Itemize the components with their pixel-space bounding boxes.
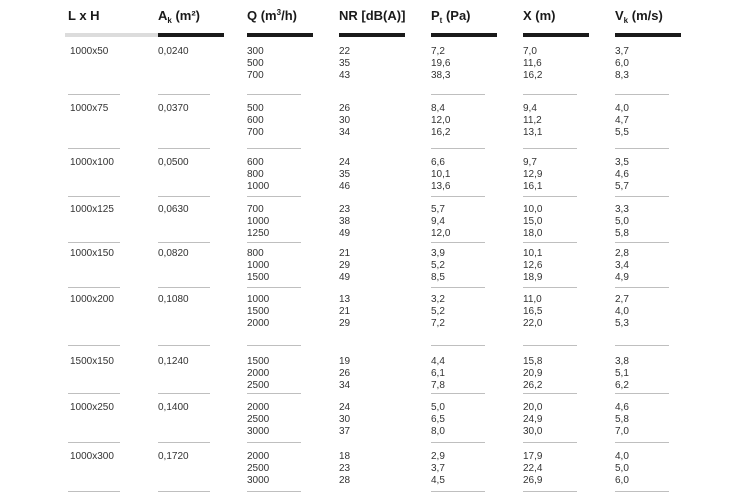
nr-cell: 23 <box>339 463 351 474</box>
pt-cell: 12,0 <box>431 228 451 239</box>
q-cell: 600 <box>247 157 264 168</box>
row-separator <box>431 196 485 197</box>
row-separator <box>523 442 577 443</box>
row-separator <box>68 94 120 95</box>
nr-cell: 35 <box>339 169 351 180</box>
row-separator <box>523 94 577 95</box>
q-cell: 2000 <box>247 451 270 462</box>
row-separator <box>615 287 669 288</box>
pt-cell: 6,5 <box>431 414 445 425</box>
pt-cell: 7,2 <box>431 46 445 57</box>
q-cell: 1250 <box>247 228 270 239</box>
row-separator <box>523 345 577 346</box>
nr-cell: 30 <box>339 414 351 425</box>
row-separator <box>523 196 577 197</box>
nr-cell: 37 <box>339 426 351 437</box>
size-cell: 1000x300 <box>70 451 114 462</box>
pt-cell: 5,2 <box>431 306 445 317</box>
nr-cell: 18 <box>339 451 351 462</box>
x-cell: 16,1 <box>523 181 543 192</box>
row-separator <box>615 242 669 243</box>
header-bar <box>158 33 224 37</box>
x-cell: 13,1 <box>523 127 543 138</box>
row-separator <box>615 491 669 492</box>
pt-cell: 5,7 <box>431 204 445 215</box>
q-cell: 2500 <box>247 380 270 391</box>
row-separator <box>523 148 577 149</box>
row-separator <box>247 148 301 149</box>
row-separator <box>431 345 485 346</box>
nr-cell: 29 <box>339 260 351 271</box>
q-cell: 700 <box>247 127 264 138</box>
pt-cell: 16,2 <box>431 127 451 138</box>
x-cell: 10,1 <box>523 248 543 259</box>
header-bar <box>431 33 497 37</box>
row-separator <box>247 345 301 346</box>
vk-cell: 5,8 <box>615 228 629 239</box>
x-cell: 9,7 <box>523 157 537 168</box>
nr-cell: 21 <box>339 248 351 259</box>
pt-cell: 4,5 <box>431 475 445 486</box>
row-separator <box>68 148 120 149</box>
q-cell: 1500 <box>247 306 270 317</box>
row-separator <box>247 242 301 243</box>
x-cell: 24,9 <box>523 414 543 425</box>
x-cell: 11,6 <box>523 58 542 69</box>
row-separator <box>431 287 485 288</box>
q-cell: 300 <box>247 46 264 57</box>
pt-cell: 12,0 <box>431 115 451 126</box>
row-separator <box>523 287 577 288</box>
nr-cell: 28 <box>339 475 351 486</box>
nr-cell: 29 <box>339 318 351 329</box>
nr-cell: 35 <box>339 58 351 69</box>
pt-cell: 7,2 <box>431 318 445 329</box>
nr-cell: 34 <box>339 380 351 391</box>
q-cell: 2500 <box>247 414 270 425</box>
x-cell: 9,4 <box>523 103 537 114</box>
row-separator <box>68 345 120 346</box>
row-separator <box>247 287 301 288</box>
size-cell: 1000x50 <box>70 46 109 57</box>
row-separator <box>615 393 669 394</box>
pt-cell: 3,2 <box>431 294 445 305</box>
header-pt: $P_t$ (Pa) <box>431 8 471 25</box>
header-q: Q $(m^3/h)$ <box>247 8 297 23</box>
vk-cell: 3,7 <box>615 46 629 57</box>
vk-cell: 4,0 <box>615 306 629 317</box>
vk-cell: 5,5 <box>615 127 629 138</box>
pt-cell: 8,4 <box>431 103 445 114</box>
q-cell: 700 <box>247 204 264 215</box>
vk-cell: 6,2 <box>615 380 629 391</box>
vk-cell: 6,0 <box>615 475 629 486</box>
vk-cell: 3,5 <box>615 157 629 168</box>
row-separator <box>523 393 577 394</box>
q-cell: 700 <box>247 70 264 81</box>
vk-cell: 4,7 <box>615 115 629 126</box>
pt-cell: 6,6 <box>431 157 445 168</box>
x-cell: 17,9 <box>523 451 543 462</box>
nr-cell: 34 <box>339 127 351 138</box>
vk-cell: 5,3 <box>615 318 629 329</box>
q-cell: 500 <box>247 103 264 114</box>
row-separator <box>247 442 301 443</box>
header-x: X (m) <box>523 8 556 23</box>
ak-cell: 0,1080 <box>158 294 189 305</box>
q-cell: 3000 <box>247 475 270 486</box>
row-separator <box>158 287 210 288</box>
row-separator <box>68 442 120 443</box>
nr-cell: 46 <box>339 181 351 192</box>
size-cell: 1000x75 <box>70 103 109 114</box>
ak-cell: 0,0240 <box>158 46 189 57</box>
x-cell: 11,0 <box>523 294 542 305</box>
pt-cell: 5,0 <box>431 402 445 413</box>
size-cell: 1000x125 <box>70 204 114 215</box>
vk-cell: 4,0 <box>615 451 629 462</box>
q-cell: 1000 <box>247 260 270 271</box>
vk-cell: 4,6 <box>615 169 629 180</box>
nr-cell: 38 <box>339 216 351 227</box>
vk-cell: 4,0 <box>615 103 629 114</box>
row-separator <box>431 94 485 95</box>
nr-cell: 21 <box>339 306 351 317</box>
size-cell: 1000x150 <box>70 248 114 259</box>
x-cell: 22,4 <box>523 463 543 474</box>
row-separator <box>247 393 301 394</box>
x-cell: 30,0 <box>523 426 543 437</box>
row-separator <box>68 242 120 243</box>
pt-cell: 38,3 <box>431 70 451 81</box>
vk-cell: 2,8 <box>615 248 629 259</box>
q-cell: 2000 <box>247 402 270 413</box>
header-bar <box>523 33 589 37</box>
row-separator <box>431 491 485 492</box>
row-separator <box>615 196 669 197</box>
x-cell: 11,2 <box>523 115 542 126</box>
nr-cell: 26 <box>339 103 351 114</box>
row-separator <box>158 94 210 95</box>
q-cell: 800 <box>247 169 264 180</box>
x-cell: 16,5 <box>523 306 543 317</box>
row-separator <box>615 442 669 443</box>
row-separator <box>431 242 485 243</box>
x-cell: 15,0 <box>523 216 543 227</box>
pt-cell: 19,6 <box>431 58 451 69</box>
q-cell: 2500 <box>247 463 270 474</box>
ak-cell: 0,0500 <box>158 157 189 168</box>
row-separator <box>68 287 120 288</box>
vk-cell: 5,8 <box>615 414 629 425</box>
vk-cell: 5,1 <box>615 368 629 379</box>
ak-cell: 0,0820 <box>158 248 189 259</box>
nr-cell: 22 <box>339 46 351 57</box>
nr-cell: 49 <box>339 272 351 283</box>
header-nr: NR [dB(A)] <box>339 8 406 23</box>
pt-cell: 13,6 <box>431 181 451 192</box>
q-cell: 1000 <box>247 216 270 227</box>
x-cell: 22,0 <box>523 318 543 329</box>
x-cell: 18,0 <box>523 228 543 239</box>
q-cell: 1000 <box>247 294 270 305</box>
header-bar <box>65 33 160 37</box>
row-separator <box>523 242 577 243</box>
header-lxh: L x H <box>68 8 100 23</box>
size-cell: 1000x200 <box>70 294 114 305</box>
row-separator <box>615 148 669 149</box>
q-cell: 2000 <box>247 318 270 329</box>
nr-cell: 43 <box>339 70 351 81</box>
x-cell: 18,9 <box>523 272 543 283</box>
nr-cell: 24 <box>339 157 351 168</box>
row-separator <box>158 242 210 243</box>
q-cell: 2000 <box>247 368 270 379</box>
x-cell: 12,9 <box>523 169 543 180</box>
row-separator <box>615 345 669 346</box>
row-separator <box>158 345 210 346</box>
x-cell: 26,2 <box>523 380 543 391</box>
row-separator <box>68 196 120 197</box>
row-separator <box>523 491 577 492</box>
nr-cell: 13 <box>339 294 351 305</box>
x-cell: 7,0 <box>523 46 537 57</box>
x-cell: 20,9 <box>523 368 543 379</box>
ak-cell: 0,1240 <box>158 356 189 367</box>
x-cell: 20,0 <box>523 402 543 413</box>
vk-cell: 4,9 <box>615 272 629 283</box>
ak-cell: 0,0370 <box>158 103 189 114</box>
q-cell: 500 <box>247 58 264 69</box>
vk-cell: 5,7 <box>615 181 629 192</box>
vk-cell: 4,6 <box>615 402 629 413</box>
header-ak: $A_k$ (m²) <box>158 8 201 25</box>
nr-cell: 26 <box>339 368 351 379</box>
vk-cell: 5,0 <box>615 463 629 474</box>
header-vk: $V_k$ (m/s) <box>615 8 663 25</box>
q-cell: 600 <box>247 115 264 126</box>
pt-cell: 3,7 <box>431 463 445 474</box>
vk-cell: 7,0 <box>615 426 629 437</box>
row-separator <box>247 94 301 95</box>
pt-cell: 8,0 <box>431 426 445 437</box>
pt-cell: 7,8 <box>431 380 445 391</box>
row-separator <box>247 196 301 197</box>
header-bar <box>615 33 681 37</box>
x-cell: 16,2 <box>523 70 543 81</box>
row-separator <box>431 393 485 394</box>
size-cell: 1500x150 <box>70 356 114 367</box>
row-separator <box>431 442 485 443</box>
q-cell: 1000 <box>247 181 270 192</box>
row-separator <box>158 393 210 394</box>
nr-cell: 24 <box>339 402 351 413</box>
x-cell: 26,9 <box>523 475 543 486</box>
vk-cell: 2,7 <box>615 294 629 305</box>
pt-cell: 2,9 <box>431 451 445 462</box>
vk-cell: 8,3 <box>615 70 629 81</box>
row-separator <box>615 94 669 95</box>
nr-cell: 23 <box>339 204 351 215</box>
pt-cell: 4,4 <box>431 356 445 367</box>
ak-cell: 0,0630 <box>158 204 189 215</box>
row-separator <box>158 148 210 149</box>
pt-cell: 5,2 <box>431 260 445 271</box>
vk-cell: 3,8 <box>615 356 629 367</box>
header-bar <box>339 33 405 37</box>
row-separator <box>431 148 485 149</box>
x-cell: 12,6 <box>523 260 543 271</box>
ak-cell: 0,1400 <box>158 402 189 413</box>
row-separator <box>68 491 120 492</box>
size-cell: 1000x250 <box>70 402 114 413</box>
pt-cell: 8,5 <box>431 272 445 283</box>
vk-cell: 6,0 <box>615 58 629 69</box>
nr-cell: 49 <box>339 228 351 239</box>
q-cell: 1500 <box>247 356 270 367</box>
header-bar <box>247 33 313 37</box>
x-cell: 15,8 <box>523 356 543 367</box>
pt-cell: 3,9 <box>431 248 445 259</box>
q-cell: 3000 <box>247 426 270 437</box>
q-cell: 800 <box>247 248 264 259</box>
nr-cell: 19 <box>339 356 351 367</box>
row-separator <box>158 442 210 443</box>
q-cell: 1500 <box>247 272 270 283</box>
row-separator <box>247 491 301 492</box>
row-separator <box>158 196 210 197</box>
pt-cell: 9,4 <box>431 216 445 227</box>
size-cell: 1000x100 <box>70 157 114 168</box>
row-separator <box>68 393 120 394</box>
row-separator <box>158 491 210 492</box>
vk-cell: 3,3 <box>615 204 629 215</box>
nr-cell: 30 <box>339 115 351 126</box>
pt-cell: 10,1 <box>431 169 451 180</box>
x-cell: 10,0 <box>523 204 543 215</box>
pt-cell: 6,1 <box>431 368 445 379</box>
ak-cell: 0,1720 <box>158 451 189 462</box>
vk-cell: 3,4 <box>615 260 629 271</box>
vk-cell: 5,0 <box>615 216 629 227</box>
